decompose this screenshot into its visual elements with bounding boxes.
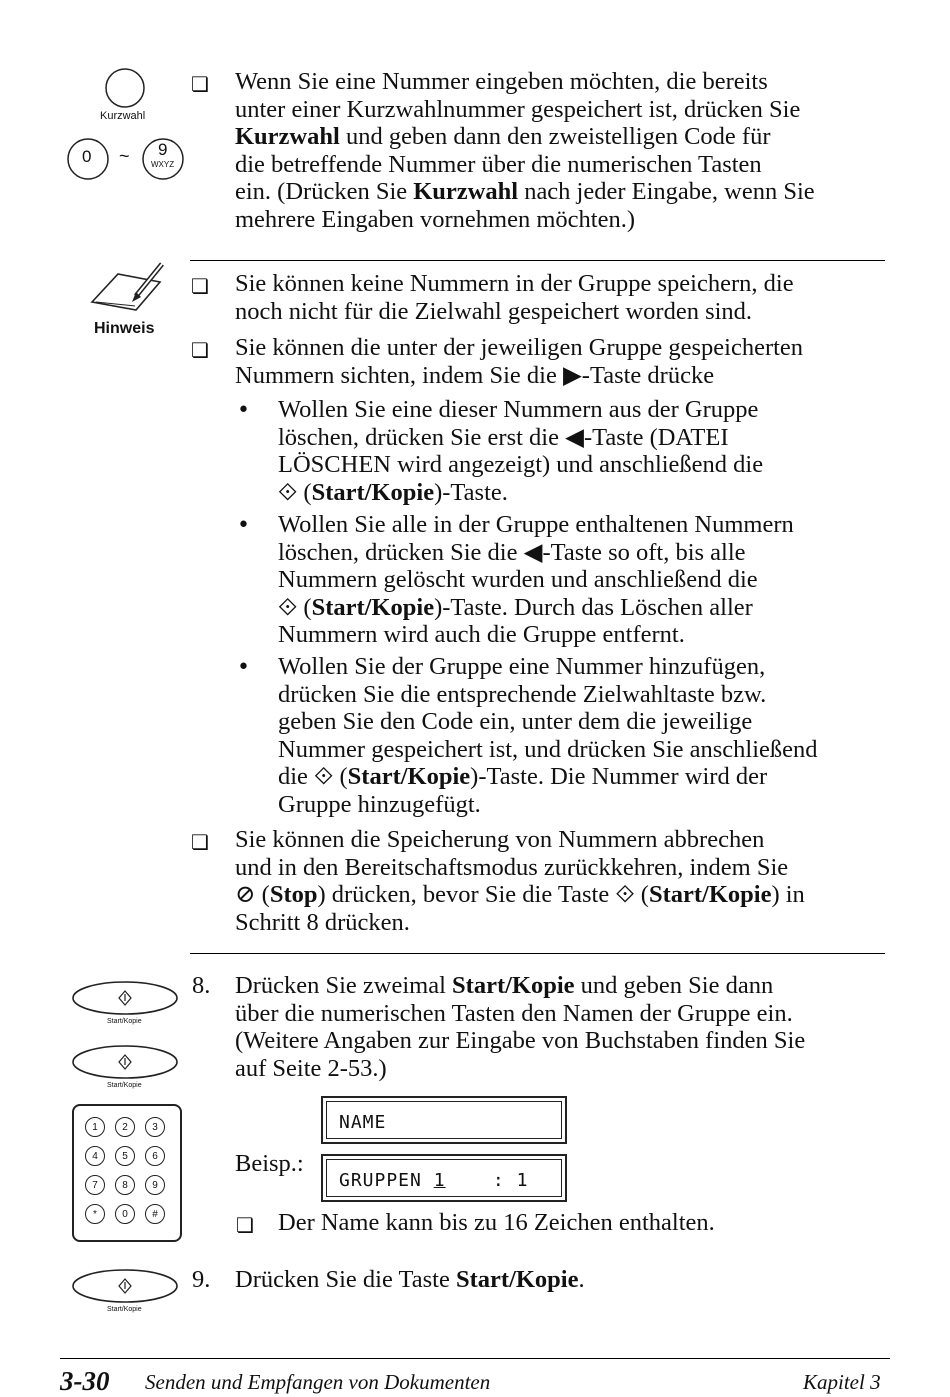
text-line: geben Sie den Code ein, unter dem die jeweilige xyxy=(278,708,753,736)
divider xyxy=(190,953,885,954)
checkbox-icon: ❏ xyxy=(191,830,209,854)
keypad-key-icon: 3 xyxy=(145,1117,165,1137)
hinweis-sub-2 xyxy=(278,511,898,649)
text-line: auf Seite 2-53.) xyxy=(235,1054,387,1082)
number-keys-icon xyxy=(60,130,200,190)
key-nine-label: 9 xyxy=(158,140,168,159)
text-span: Drücken Sie die Taste xyxy=(235,1266,456,1293)
keypad-key-icon: 6 xyxy=(145,1146,165,1166)
text-line: Gruppe hinzugefügt. xyxy=(278,790,481,818)
keypad-key-icon: 8 xyxy=(115,1175,135,1195)
keypad-key-icon: 5 xyxy=(115,1146,135,1166)
text-line xyxy=(235,178,895,206)
text-line: Schritt 8 drücken. xyxy=(235,908,410,936)
step-8-number: 8. xyxy=(192,972,211,999)
text-line: Nummern wird auch die Gruppe entfernt. xyxy=(278,621,685,649)
text-line: Wollen Sie eine dieser Nummern aus der Gruppe xyxy=(278,396,759,423)
text-line: ⟐ (Start/Kopie)-Taste. Durch das Löschen aller xyxy=(278,593,753,621)
checkbox-icon: ❏ xyxy=(191,72,209,96)
text-line: die betreffende Nummer über die numerischen Tasten xyxy=(235,150,762,178)
text-line: Nummern sichten, indem Sie die ▶-Taste drücke xyxy=(235,361,715,389)
text-span: nach jeder Eingabe, wenn Sie xyxy=(518,178,815,206)
start-kopie-icon xyxy=(70,1266,180,1306)
start-kopie-label: Start/Kopie xyxy=(107,1018,142,1025)
start-kopie-label: Start/Kopie xyxy=(107,1306,142,1313)
text-line: noch nicht für die Zielwahl gespeichert worden sind. xyxy=(235,297,753,325)
keypad-key-icon: 7 xyxy=(85,1175,105,1195)
hinweis-label: Hinweis xyxy=(94,320,155,337)
text-line: (Weitere Angaben zur Eingabe von Buchstaben finden Sie xyxy=(235,1027,806,1055)
hinweis-sub-1 xyxy=(278,396,898,506)
lcd-display-name xyxy=(321,1096,567,1144)
text-line: Sie können die unter der jeweiligen Gruppe gespeicherten xyxy=(235,334,804,361)
step-9-text xyxy=(235,1266,585,1294)
text-line: drücken Sie die entsprechende Zielwahltaste bzw. xyxy=(278,680,767,708)
numeric-keypad-icon xyxy=(72,1104,182,1242)
text-line: ⊘ (Stop) drücken, bevor Sie die Taste ⟐ (Start/Kopie) in xyxy=(235,881,805,909)
start-kopie-icon xyxy=(70,978,180,1018)
text-line: LÖSCHEN wird angezeigt) und anschließend die xyxy=(278,451,764,479)
step-9-number: 9. xyxy=(192,1266,211,1293)
kurzwahl-key-group xyxy=(60,60,200,190)
text-line: die ⟐ (Start/Kopie)-Taste. Die Nummer wird der xyxy=(278,763,768,791)
text-line: Nummer gespeichert ist, und drücken Sie anschließend xyxy=(278,735,818,763)
lcd-text xyxy=(326,1159,562,1197)
text-line: Wollen Sie alle in der Gruppe enthaltenen Nummern xyxy=(278,511,794,538)
text-line: mehrere Eingaben vornehmen möchten.) xyxy=(235,205,636,233)
bold-term: Stop xyxy=(269,881,318,909)
text-line: löschen, drücken Sie erst die ◀-Taste (DATEI xyxy=(278,423,729,451)
keypad-key-icon: 0 xyxy=(115,1204,135,1224)
bold-term: Start/Kopie xyxy=(311,478,435,506)
lcd-cursor: 1 xyxy=(433,1170,446,1191)
bold-term: Start/Kopie xyxy=(648,881,772,909)
checkbox-icon: ❏ xyxy=(191,338,209,362)
divider xyxy=(190,260,885,261)
text-line: Sie können keine Nummern in der Gruppe speichern, die xyxy=(235,270,794,297)
text-span: . xyxy=(578,1266,585,1293)
text-span: ein. (Drücken Sie xyxy=(235,178,414,206)
footer-rule xyxy=(60,1358,890,1359)
bold-term: Start/Kopie xyxy=(452,972,575,999)
note-pencil-icon xyxy=(88,258,178,318)
hinweis-sub-3 xyxy=(278,653,898,819)
start-kopie-icon xyxy=(70,1042,180,1082)
text-line: Sie können die Speicherung von Nummern abbrechen xyxy=(235,826,765,853)
bold-term: Kurzwahl xyxy=(413,178,519,206)
checkbox-icon: ❏ xyxy=(236,1213,254,1237)
lcd-text: NAME xyxy=(326,1101,562,1139)
text-line: Nummern gelöscht wurden und anschließend die xyxy=(278,566,758,594)
text-span: und geben dann den zweistelligen Code für xyxy=(339,123,771,151)
text-line: Wollen Sie der Gruppe eine Nummer hinzufügen, xyxy=(278,653,766,680)
text-line: Wenn Sie eine Nummer eingeben möchten, die bereits xyxy=(235,68,768,95)
start-kopie-label: Start/Kopie xyxy=(107,1082,142,1089)
text-line xyxy=(235,123,895,151)
text-line: über die numerischen Tasten den Namen der Gruppe ein. xyxy=(235,999,793,1027)
key-nine-letters: WXYZ xyxy=(151,160,175,169)
start-kopie-key-2 xyxy=(70,1042,180,1094)
hinweis-item-3 xyxy=(235,826,895,936)
footer-page-number: 3-30 xyxy=(60,1366,110,1396)
lcd-display-gruppen xyxy=(321,1154,567,1202)
kurzwahl-paragraph xyxy=(235,68,895,234)
hinweis-icon-group xyxy=(88,258,178,348)
tilde-label: ~ xyxy=(119,146,130,166)
keypad-key-icon: # xyxy=(145,1204,165,1224)
text-line: ⟐ (Start/Kopie)-Taste. xyxy=(278,478,508,506)
keypad-key-icon: 1 xyxy=(85,1117,105,1137)
keypad-key-icon: 4 xyxy=(85,1146,105,1166)
step-8-note: Der Name kann bis zu 16 Zeichen enthalten. xyxy=(278,1209,715,1236)
step-8-text xyxy=(235,972,895,1082)
bold-term: Start/Kopie xyxy=(347,763,471,791)
bold-term: Kurzwahl xyxy=(235,123,340,151)
text-line: unter einer Kurzwahlnummer gespeichert ist, drücken Sie xyxy=(235,95,801,123)
footer-chapter: Kapitel 3 xyxy=(803,1370,881,1394)
hinweis-item-1 xyxy=(235,270,895,325)
bold-term: Start/Kopie xyxy=(311,593,435,621)
text-line: und in den Bereitschaftsmodus zurückkehren, indem Sie xyxy=(235,853,789,881)
footer-title: Senden und Empfangen von Dokumenten xyxy=(145,1370,491,1394)
start-kopie-key-1 xyxy=(70,978,180,1030)
lcd-suffix: : 1 xyxy=(445,1170,529,1191)
bold-term: Start/Kopie xyxy=(456,1266,579,1293)
text-line: Drücken Sie zweimal Start/Kopie und geben Sie dann xyxy=(235,972,774,999)
bullet-icon: • xyxy=(237,513,250,538)
bullet-icon: • xyxy=(237,655,250,680)
key-zero-label: 0 xyxy=(82,147,92,166)
example-label: Beisp.: xyxy=(235,1150,304,1177)
hinweis-item-2 xyxy=(235,334,895,389)
bullet-icon: • xyxy=(237,398,250,423)
keypad-key-icon: 9 xyxy=(145,1175,165,1195)
text-line: löschen, drücken Sie die ◀-Taste so oft, bis alle xyxy=(278,538,746,566)
start-kopie-key-3 xyxy=(70,1266,180,1318)
keypad-key-icon: 2 xyxy=(115,1117,135,1137)
lcd-prefix: GRUPPEN xyxy=(339,1170,434,1191)
kurzwahl-label: Kurzwahl xyxy=(100,110,146,122)
keypad-key-icon: * xyxy=(85,1204,105,1224)
checkbox-icon: ❏ xyxy=(191,274,209,298)
